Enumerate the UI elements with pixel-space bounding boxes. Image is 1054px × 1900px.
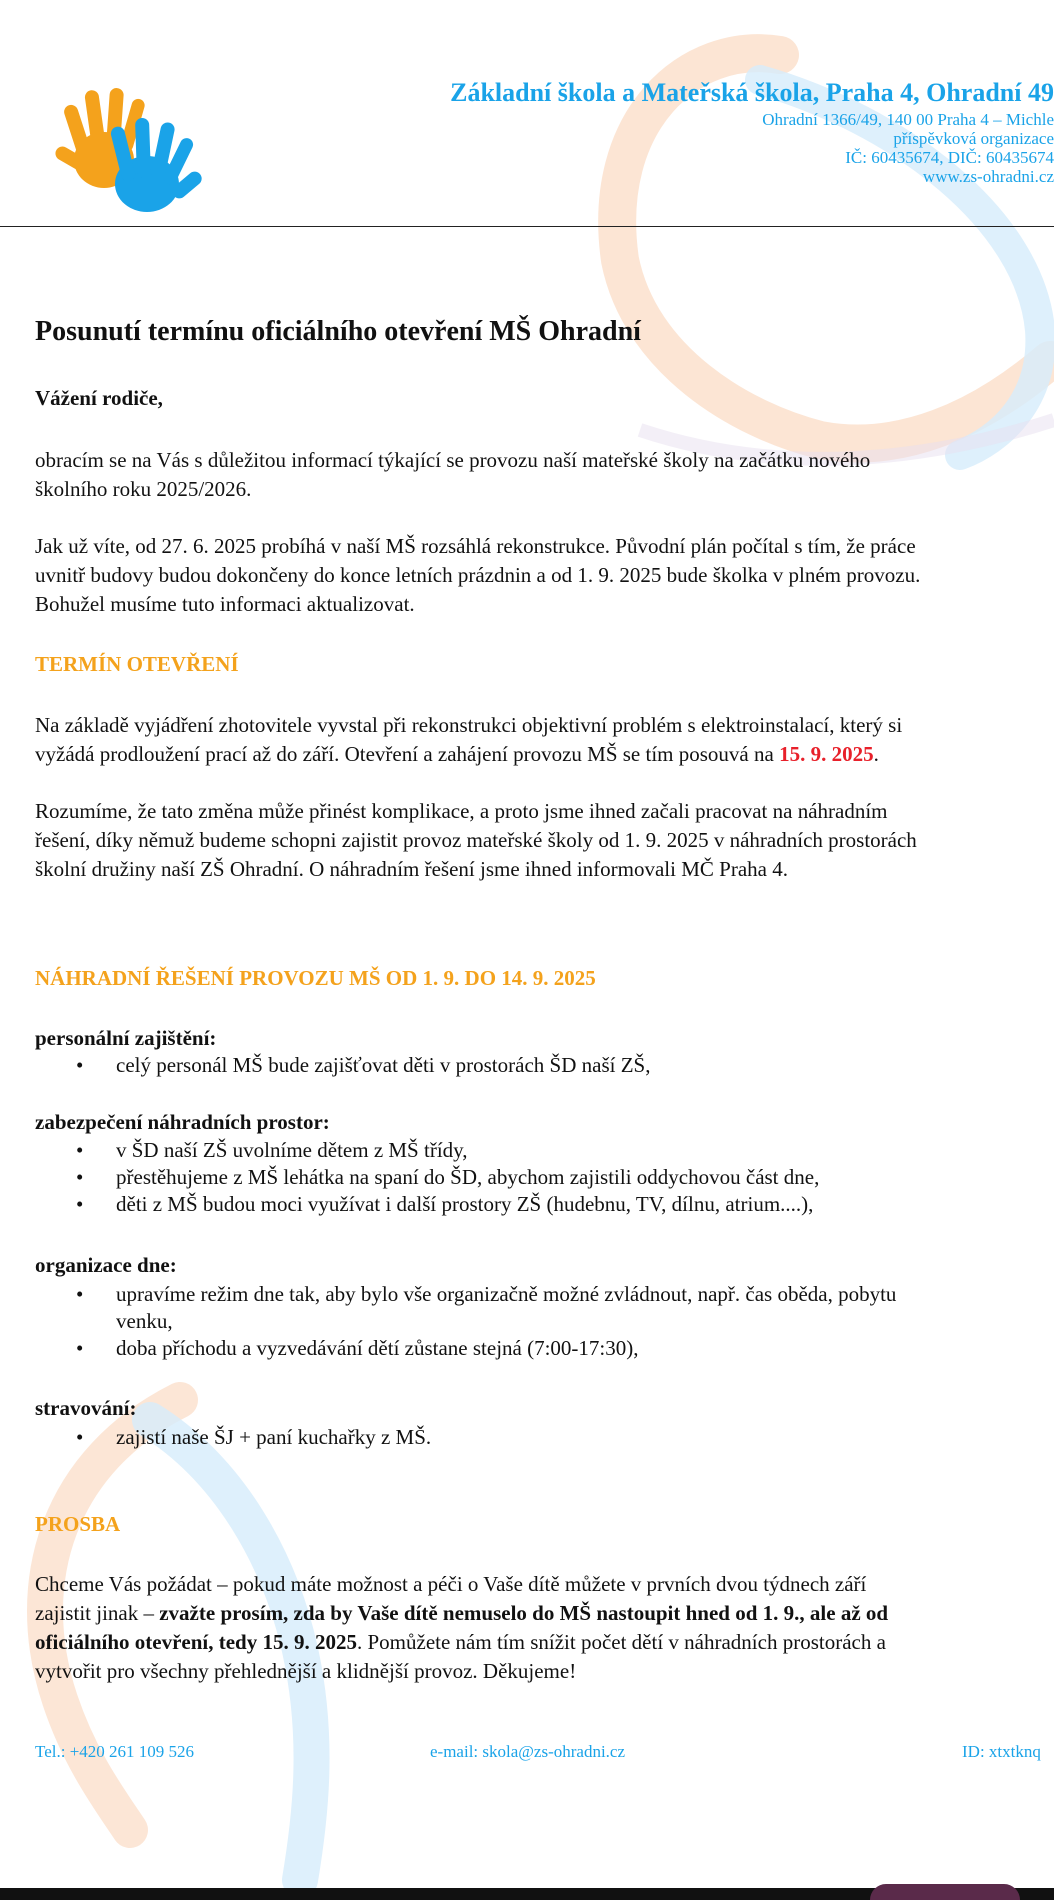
solution-line: Rozumíme, že tato změna může přinést komplikace, a proto jsme ihned začali pracovat na náhradním	[35, 799, 888, 823]
plea-line: vytvořit pro všechny přehlednější a klidnější provoz. Děkujeme!	[35, 1659, 577, 1683]
opening-text: vyžádá prodloužení prací až do září. Otevření a zahájení provozu MŠ se tím posouvá na	[35, 742, 780, 766]
list-item: • zajistí naše ŠJ + paní kuchařky z MŠ.	[76, 1424, 431, 1451]
solution-paragraph	[35, 797, 1054, 884]
bottom-edge-tab	[870, 1884, 1020, 1900]
list-item: • děti z MŠ budou moci využívat i další prostory ZŠ (hudebnu, TV, dílnu, atrium....),	[76, 1191, 819, 1218]
salutation: Vážení rodiče,	[35, 386, 163, 410]
opening-text-end: .	[873, 742, 879, 766]
list-item: • přestěhujeme z MŠ lehátka na spaní do ŠD, abychom zajistili oddychovou část dne,	[76, 1164, 819, 1191]
header-divider	[0, 226, 1054, 227]
reconstruction-line: Bohužel musíme tuto informaci aktualizovat.	[35, 592, 415, 616]
reconstruction-line: uvnitř budovy budou dokončeny do konce letních prázdnin a od 1. 9. 2025 bude školka v plném provozu.	[35, 563, 921, 587]
opening-line: Na základě vyjádření zhotovitele vyvstal při rekonstrukci objektivní problém s elektroinstalací, který si	[35, 713, 903, 737]
plea-text: zajistit jinak –	[35, 1601, 160, 1625]
plea-line: Chceme Vás požádat – pokud máte možnost a péči o Vaše dítě můžete v prvních dvou týdnech září	[35, 1572, 867, 1596]
opening-heading: TERMÍN OTEVŘENÍ	[35, 652, 239, 676]
opening-paragraph	[35, 711, 1054, 769]
footer-data-box: ID: xtxtknq	[962, 1742, 1041, 1761]
section-head-catering: stravování:	[35, 1396, 137, 1420]
school-website: www.zs-ohradni.cz	[922, 167, 1054, 186]
staff-list	[76, 1052, 650, 1079]
document-title: Posunutí termínu oficiálního otevření MŠ Ohradní	[35, 316, 641, 347]
intro-paragraph	[35, 446, 1054, 504]
school-name: Základní škola a Mateřská škola, Praha 4, Ohradní 49	[450, 78, 1054, 107]
footer-email: e-mail: skola@zs-ohradni.cz	[430, 1742, 626, 1761]
list-item: • upravíme režim dne tak, aby bylo vše organizačně možné zvládnout, např. čas oběda, pobytu	[76, 1281, 896, 1308]
plea-line	[35, 1628, 1054, 1657]
school-logo-hands-icon	[52, 82, 202, 217]
list-item: • doba příchodu a vyzvedávání dětí zůstane stejná (7:00-17:30),	[76, 1335, 896, 1362]
reconstruction-paragraph	[35, 532, 1054, 619]
reconstruction-line: Jak už víte, od 27. 6. 2025 probíhá v naší MŠ rozsáhlá rekonstrukce. Původní plán počítal s tím, že práce	[35, 534, 916, 558]
letterhead	[450, 76, 1054, 186]
list-item-continuation: venku,	[116, 1309, 173, 1333]
intro-line: obracím se na Vás s důležitou informací týkající se provozu naší mateřské školy na začátku nového	[35, 448, 871, 472]
list-item: • v ŠD naší ZŠ uvolníme dětem z MŠ třídy,	[76, 1137, 819, 1164]
catering-list	[76, 1424, 431, 1451]
plea-heading: PROSBA	[35, 1512, 121, 1536]
intro-line: školního roku 2025/2026.	[35, 477, 252, 501]
list-item: • celý personál MŠ bude zajišťovat děti v prostorách ŠD naší ZŠ,	[76, 1052, 650, 1079]
footer-phone: Tel.: +420 261 109 526	[35, 1742, 195, 1761]
tax-ids: IČ: 60435674, DIČ: 60435674	[845, 148, 1054, 167]
plea-emphasis: zvažte prosím, zda by Vaše dítě nemuselo do MŠ nastoupit hned od 1. 9., ale až od	[159, 1601, 889, 1625]
section-head-staff: personální zajištění:	[35, 1026, 217, 1050]
section-head-day: organizace dne:	[35, 1253, 177, 1277]
alt-solution-heading: NÁHRADNÍ ŘEŠENÍ PROVOZU MŠ OD 1. 9. DO 14. 9. 2025	[35, 966, 596, 990]
plea-line	[35, 1599, 1054, 1628]
solution-line: řešení, díky němuž budeme schopni zajistit provoz mateřské školy od 1. 9. 2025 v náhradních prostorách	[35, 828, 917, 852]
opening-date: 15. 9. 2025	[779, 742, 874, 766]
premises-list	[76, 1137, 819, 1218]
day-list	[76, 1281, 896, 1362]
plea-text: . Pomůžete nám tím snížit počet dětí v náhradních prostorách a	[356, 1630, 886, 1654]
solution-line: školní družiny naší ZŠ Ohradní. O náhradním řešení jsme ihned informovali MČ Praha 4.	[35, 857, 788, 881]
plea-emphasis-date: oficiálního otevření, tedy 15. 9. 2025	[35, 1630, 357, 1654]
section-head-premises: zabezpečení náhradních prostor:	[35, 1110, 330, 1134]
plea-paragraph	[35, 1570, 1054, 1686]
opening-line	[35, 740, 1054, 769]
school-address: Ohradní 1366/49, 140 00 Praha 4 – Michle	[762, 110, 1054, 129]
org-type: příspěvková organizace	[893, 129, 1054, 148]
